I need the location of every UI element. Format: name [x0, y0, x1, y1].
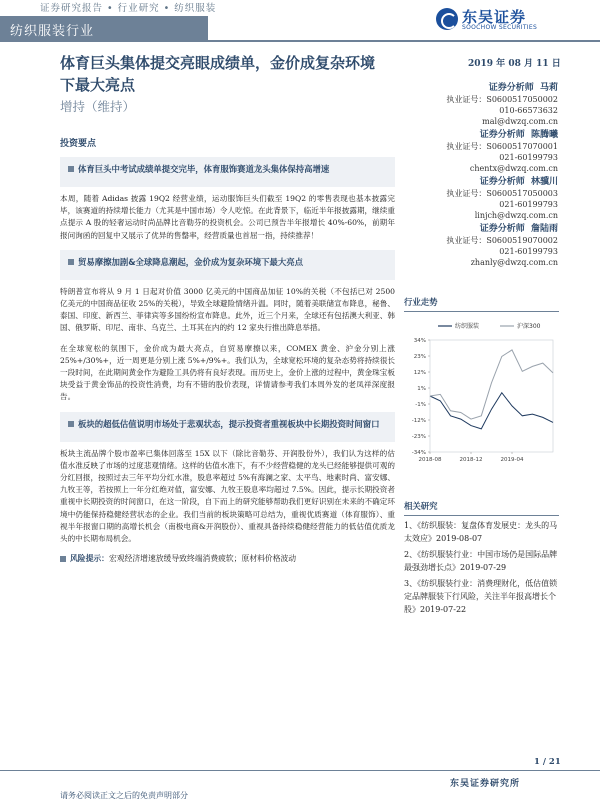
y-tick-label: -34%: [411, 450, 426, 456]
legend-label: 纺织服装: [455, 323, 480, 330]
related-report-link[interactable]: 2、《纺织服装行业：中国市场仍是国际品牌最强劲增长点》2019-07-29: [404, 550, 558, 572]
key-point-box: [60, 250, 395, 280]
analyst-name: 林骥川: [530, 177, 558, 187]
report-date: 2019 年 08 月 11 日: [468, 59, 561, 69]
breadcrumb: 证券研究报告 • 行业研究 • 纺织服装: [40, 3, 217, 14]
analyst-heading: 证券分析师 马莉: [488, 83, 558, 93]
analyst-email[interactable]: mal@dwzq.com.cn: [482, 117, 558, 126]
analyst-card: [418, 223, 558, 268]
key-point-title: 板块的超低估值说明市场处于悲观状态，提示投资者重视板块中长期投资时间窗口: [68, 417, 387, 431]
x-tick-label: 2018-08: [418, 457, 442, 463]
key-point-box: [60, 412, 395, 442]
related-report-link[interactable]: 3、《纺织服装行业：消费理财化，低估值锁定品牌服装下行风险，关注半年报高增长个股》2019-07-22: [404, 579, 558, 614]
main-content: [60, 136, 395, 565]
footer-rule: [0, 770, 600, 771]
key-point-box: [60, 157, 395, 187]
logo-icon: [436, 8, 458, 30]
footer-firm: 东吴证券研究所: [450, 779, 521, 789]
risk-notice: [60, 553, 395, 565]
series-line-1: [430, 393, 553, 429]
analyst-name: 马莉: [539, 83, 558, 93]
analyst-license: 执业证号：S0600517050003: [446, 189, 558, 198]
related-heading: 相关研究: [404, 500, 559, 516]
y-tick-label: 12%: [413, 370, 426, 376]
y-tick-label: 23%: [413, 354, 426, 360]
industry-label: 纺织服装行业: [10, 24, 95, 39]
plot-frame: [430, 340, 553, 452]
analyst-card: [418, 129, 558, 174]
key-point-title: 贸易摩擦加剧&全球降息潮起，金价成为复杂环境下最大亮点: [68, 255, 387, 269]
y-tick-label: -1%: [415, 402, 426, 408]
x-tick-label: 2018-12: [459, 457, 483, 463]
analyst-phone: 010-66573632: [499, 106, 558, 115]
paragraph: 特朗普宣布将从 9 月 1 日起对价值 3000 亿美元的中国商品加征 10%的关税（不包括已对 2500 亿美元的中国商品征收 25%的关税），导致全球避险情绪升温。同时，随着美联储宣布降息，秘鲁、泰国、印度、新西兰、菲律宾等多国纷纷宣布降息。此外，近三个月来，全球还有包括澳大利亚、韩国、俄罗斯、印尼、南非、乌克兰、土耳其在内的约 12 家央行推出降息举措。: [60, 286, 395, 333]
report-title: 体育巨头集体提交亮眼成绩单，金价成复杂环境下最大亮点: [60, 54, 376, 94]
analyst-email[interactable]: linjch@dwzq.com.cn: [474, 211, 558, 220]
trend-chart-svg: [404, 318, 559, 468]
x-tick-label: 2019-04: [500, 457, 524, 463]
analyst-heading: 证券分析师 詹陆雨: [479, 224, 558, 234]
analyst-list: [418, 82, 558, 270]
y-tick-label: 1%: [417, 386, 426, 392]
section-heading: 投资要点: [60, 139, 97, 149]
y-tick-label: 34%: [413, 338, 426, 344]
analyst-phone: 021-60199793: [499, 153, 558, 162]
industry-banner: [0, 16, 208, 40]
analyst-card: [418, 82, 558, 127]
analyst-phone: 021-60199793: [499, 247, 558, 256]
analyst-heading: 证券分析师 林骥川: [479, 177, 558, 187]
related-report-link[interactable]: 1、《纺织服装：复盘体育发展史：龙头的马太效应》2019-08-07: [404, 521, 558, 543]
page-number: 1 / 21: [534, 757, 561, 767]
analyst-card: [418, 176, 558, 221]
legend-label: 沪深300: [517, 323, 541, 330]
related-section: [404, 500, 559, 616]
trend-heading: 行业走势: [404, 296, 559, 312]
y-tick-label: -12%: [411, 418, 426, 424]
paragraph: 本周，随着 Adidas 披露 19Q2 经营业绩，运动服饰巨头们截至 19Q2 的零售表现也基本披露完毕，该赛道的持续增长能力（尤其是中国市场）令人吃惊。在此背景下，临近半年报披露期，继续重点提示 A 股的轻奢运动时尚品牌比音勒芬的投资机会。公司已预告半年报增长 40%-60%，前期年报问询函的回复中又展示了优异的售罄率，经营质量也首屈一指，持续推荐！: [60, 194, 395, 240]
analyst-email[interactable]: zhanly@dwzq.com.cn: [470, 258, 558, 267]
analyst-email[interactable]: chentx@dwzq.com.cn: [469, 164, 558, 173]
analyst-heading: 证券分析师 陈腾曦: [479, 130, 558, 140]
trend-section: [404, 296, 559, 312]
analyst-license: 执业证号：S0600517070001: [446, 142, 558, 151]
analyst-name: 詹陆雨: [530, 224, 558, 234]
logo-cn-text: 东吴证券: [462, 8, 527, 26]
analyst-license: 执业证号：S0600519070002: [446, 236, 558, 245]
risk-text: 宏观经济增速放缓导致终端消费疲软；原材料价格波动: [108, 554, 297, 564]
y-tick-label: -23%: [411, 434, 426, 440]
analyst-phone: 021-60199793: [499, 200, 558, 209]
risk-label: 风险提示：: [70, 554, 109, 564]
paragraph: 板块主流品牌个股市盈率已集体回落至 15X 以下（除比音勒芬、开润股份外），我们认为这样的估值水准反映了市场的过度悲观情绪。这样的估值水准下，有不少经营稳健的龙头已经能够提供可观的分红回报，按照过去三年平均分红水准，股息率超过 5%有海澜之家、太平鸟、地素时尚、富安娜、九牧王等，若按照上一年分红绝对值，富安娜、九牧王股息率均超过 7.5%。因此，提示长期投资者重视中长期投资的时间窗口，在这一阶段，自下而上的研究能够帮助我们更好识别在未来的不确定环境中仍能保持稳健经营状态的企业。我们当前的板块策略可总结为，重视优质赛道（体育服饰）、重视半年报窗口期的高增长机会（南极电商&开润股份）、重视具备持续稳健经营能力的低估值优质龙头的中长期布局机会。: [60, 448, 395, 544]
analyst-license: 执业证号：S0600517050002: [446, 95, 558, 104]
footer-disclaimer: 请务必阅读正文之后的免责声明部分: [60, 791, 188, 800]
report-rating: 增持（维持）: [60, 99, 136, 114]
header-rule: [0, 40, 600, 42]
key-point-title: 体育巨头中考试成绩单提交完毕，体育服饰赛道龙头集体保持高增速: [68, 162, 387, 176]
paragraph: 在全球宽松的氛围下，金价成为最大亮点，自贸易摩擦以来，COMEX 黄金、沪金分别上涨 25%+/30%+，近一周更是分别上涨 5%+/9%+。我们认为，全球宽松环境的复杂态势将持续很长一段时间，在此期间黄金作为避险工具仍将有良好表现。而历史上，金价上涨的过程中，黄金珠宝板块受益于黄金饰品的投资性消费，均有不错的股价表现，详情请参考我们本周外发的老凤祥深度报告。: [60, 343, 395, 402]
analyst-name: 陈腾曦: [530, 130, 558, 140]
logo-en-text: SOOCHOW SECURITIES: [462, 24, 538, 31]
brand-logo: [436, 6, 566, 34]
trend-chart: [404, 318, 559, 468]
